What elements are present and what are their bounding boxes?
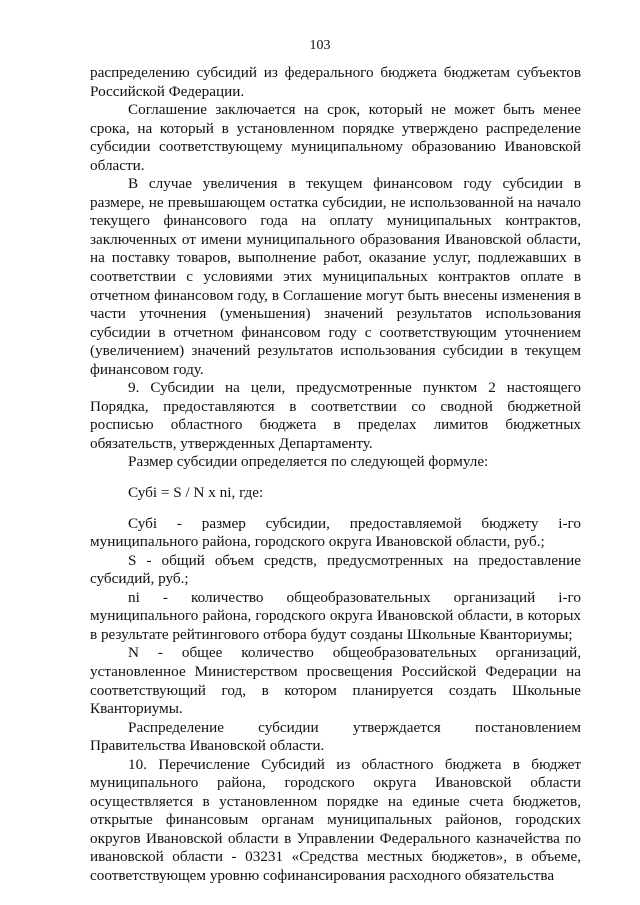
paragraph-def-sub: Субi - размер субсидии, предоставляемой бюджету i-го муниципального района, городского округа Ивановской области, руб.; [90, 514, 581, 551]
paragraph-continuation: распределению субсидий из федерального бюджета бюджетам субъектов Российской Федерации. [90, 64, 581, 100]
paragraph-item-9: 9. Субсидии на цели, предусмотренные пунктом 2 настоящего Порядка, предоставляются в соответствии со сводной бюджетной росписью областного бюджета в пределах лимитов бюджетных обязательств, утвержденных Департаменту. [90, 379, 581, 452]
paragraph-subsidy-increase: В случае увеличения в текущем финансовом году субсидии в размере, не превышающем остатка субсидии, не использованной на начало текущего финансового года на оплату муниципальных контрактов, заключенных от имени муниципального образования Ивановской области, на поставку товаров, выполнение работ, оказание услуг, подлежавших в соответствии с условиями этих муниципальных контрактов оплате в отчетном финансовом году, в Соглашение могут быть внесены изменения в части уточнения (уменьшения) значений результатов использования субсидии в отчетном финансовом году с соответствующим уточнением (увеличением) значений результатов использования субсидии в текущем финансовом году. [90, 175, 581, 378]
paragraph-item-10: 10. Перечисление Субсидий из областного бюджета в бюджет муниципального района, городского округа Ивановской области осуществляется в установленном порядке на единые счета бюджетов, открытые финансовым органам муниципальных районов, городских округов Ивановской области в Управлении Федерального казначейства по ивановской области - 03231 «Средства местных бюджетов», в объеме, соответствующем уровню софинансирования расходного обязательства [90, 755, 581, 884]
paragraph-agreement-term: Соглашение заключается на срок, который не может быть менее срока, на который в установленном порядке утверждено распределение субсидии соответствующему муниципальному образованию Ивановской области. [90, 101, 581, 174]
page-number: 103 [309, 38, 331, 53]
document-body [90, 64, 581, 886]
paragraph-def-n: N - общее количество общеобразовательных организаций, установленное Министерством просвещения Российской Федерации на соответствующий год, в котором планируется создать Школьные Кванториумы. [90, 644, 581, 718]
paragraph-distribution: Распределение субсидии утверждается постановлением Правительства Ивановской области. [90, 718, 581, 755]
paragraph-def-ni: ni - количество общеобразовательных организаций i-го муниципального района, городского округа Ивановской области, в которых в результате рейтингового отбора будут созданы Школьные Кванториумы; [90, 588, 581, 643]
paragraph-def-s: S - общий объем средств, предусмотренных на предоставление субсидий, руб.; [90, 551, 581, 588]
paragraph-formula-intro: Размер субсидии определяется по следующей формуле: [128, 453, 489, 471]
formula: Субi = S / N x ni, где: [128, 484, 264, 502]
